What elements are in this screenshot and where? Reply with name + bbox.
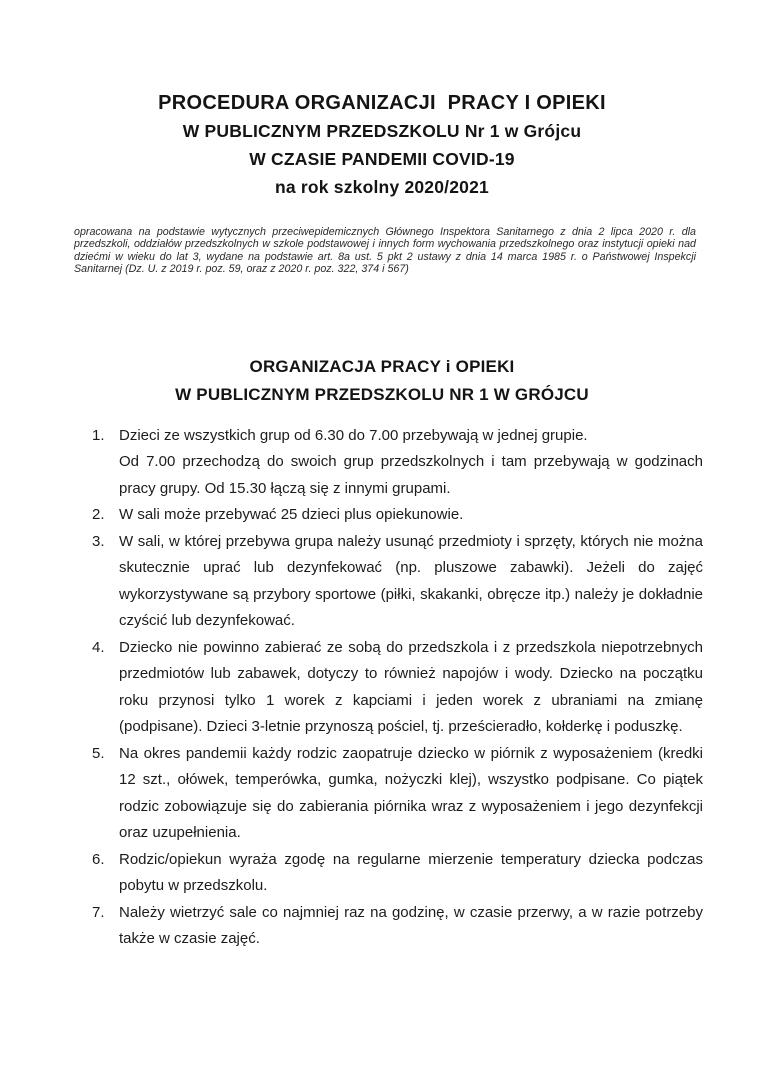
list-item (92, 635, 703, 741)
title-line-4: na rok szkolny 2020/2021 (275, 177, 489, 197)
item-text: Dzieci ze wszystkich grup od 6.30 do 7.00 przebywają w jednej grupie. (119, 426, 588, 444)
item-number: 3. (92, 532, 105, 550)
section-heading-line-2: W PUBLICZNYM PRZEDSZKOLU NR 1 W GRÓJCU (175, 384, 589, 404)
list-item (92, 423, 703, 503)
item-number: 6. (92, 850, 105, 868)
item-text: Należy wietrzyć sale co najmniej raz na godzinę, w czasie przerwy, a w razie potrzeby także w czasie zajęć. (119, 903, 703, 948)
item-number: 5. (92, 744, 105, 762)
section-heading-line-1: ORGANIZACJA PRACY i OPIEKI (249, 356, 515, 376)
section-heading (0, 353, 764, 409)
item-text: Dziecko nie powinno zabierać ze sobą do przedszkola i z przedszkola niepotrzebnych przedmiotów lub zabawek, dotyczy to również napojów i wody. Dziecko na początku roku przynosi tylko 1 worek z kapciami i jeden worek z ubraniami na zmianę (podpisane). Dzieci 3-letnie przynoszą pościel, tj. prześcieradło, kołderkę i poduszkę. (119, 638, 703, 736)
title-line-1: PROCEDURA ORGANIZACJI PRACY I OPIEKI (158, 92, 606, 114)
rules-list (92, 423, 703, 953)
list-item (92, 502, 703, 529)
item-text: W sali, w której przebywa grupa należy usunąć przedmioty i sprzęty, których nie można skutecznie uprać lub dezynfekować (np. pluszowe zabawki). Jeżeli do zajęć wykorzystywane są przybory sportowe (piłki, skakanki, obręcze itp.) należy je dokładnie czyścić lub dezynfekować. (119, 532, 703, 630)
item-text: Na okres pandemii każdy rodzic zaopatruje dziecko w piórnik z wyposażeniem (kredki 12 szt., ołówek, temperówka, gumka, nożyczki klej), wszystko podpisane. Co piątek rodzic zobowiązuje się do zabierania piórnika wraz z wyposażeniem i jego dezynfekcji oraz uzupełnienia. (119, 744, 703, 842)
item-number: 4. (92, 638, 105, 656)
list-item (92, 847, 703, 900)
list-item (92, 741, 703, 847)
item-number: 7. (92, 903, 105, 921)
item-number: 1. (92, 426, 105, 444)
item-number: 2. (92, 506, 105, 524)
item-text: Od 7.00 przechodzą do swoich grup przedszkolnych i tam przebywają w godzinach pracy grupy. Od 15.30 łączą się z innymi grupami. (119, 453, 703, 497)
item-text: Rodzic/opiekun wyraża zgodę na regularne mierzenie temperatury dziecka podczas pobytu w przedszkolu. (119, 850, 703, 895)
item-text: W sali może przebywać 25 dzieci plus opiekunowie. (119, 506, 464, 524)
list-item (92, 900, 703, 953)
title-line-3: W CZASIE PANDEMII COVID-19 (249, 149, 515, 169)
document-title (0, 0, 764, 201)
legal-basis-note: opracowana na podstawie wytycznych przeciwepidemicznych Głównego Inspektora Sanitarnego z dnia 2 lipca 2020 r. dla przedszkoli, oddziałów przedszkolnych w szkole podstawowej i innych form wychowania przedszkolnego oraz instytucji opieki nad dziećmi w wieku do lat 3, wydane na podstawie art. 8a ust. 5 pkt 2 ustawy z dnia 14 marca 1985 r. o Państwowej Inspekcji Sanitarnej (Dz. U. z 2019 r. poz. 59, oraz z 2020 r. poz. 322, 374 i 567) (74, 226, 696, 276)
list-item (92, 529, 703, 635)
title-line-2: W PUBLICZNYM PRZEDSZKOLU Nr 1 w Grójcu (182, 121, 582, 141)
